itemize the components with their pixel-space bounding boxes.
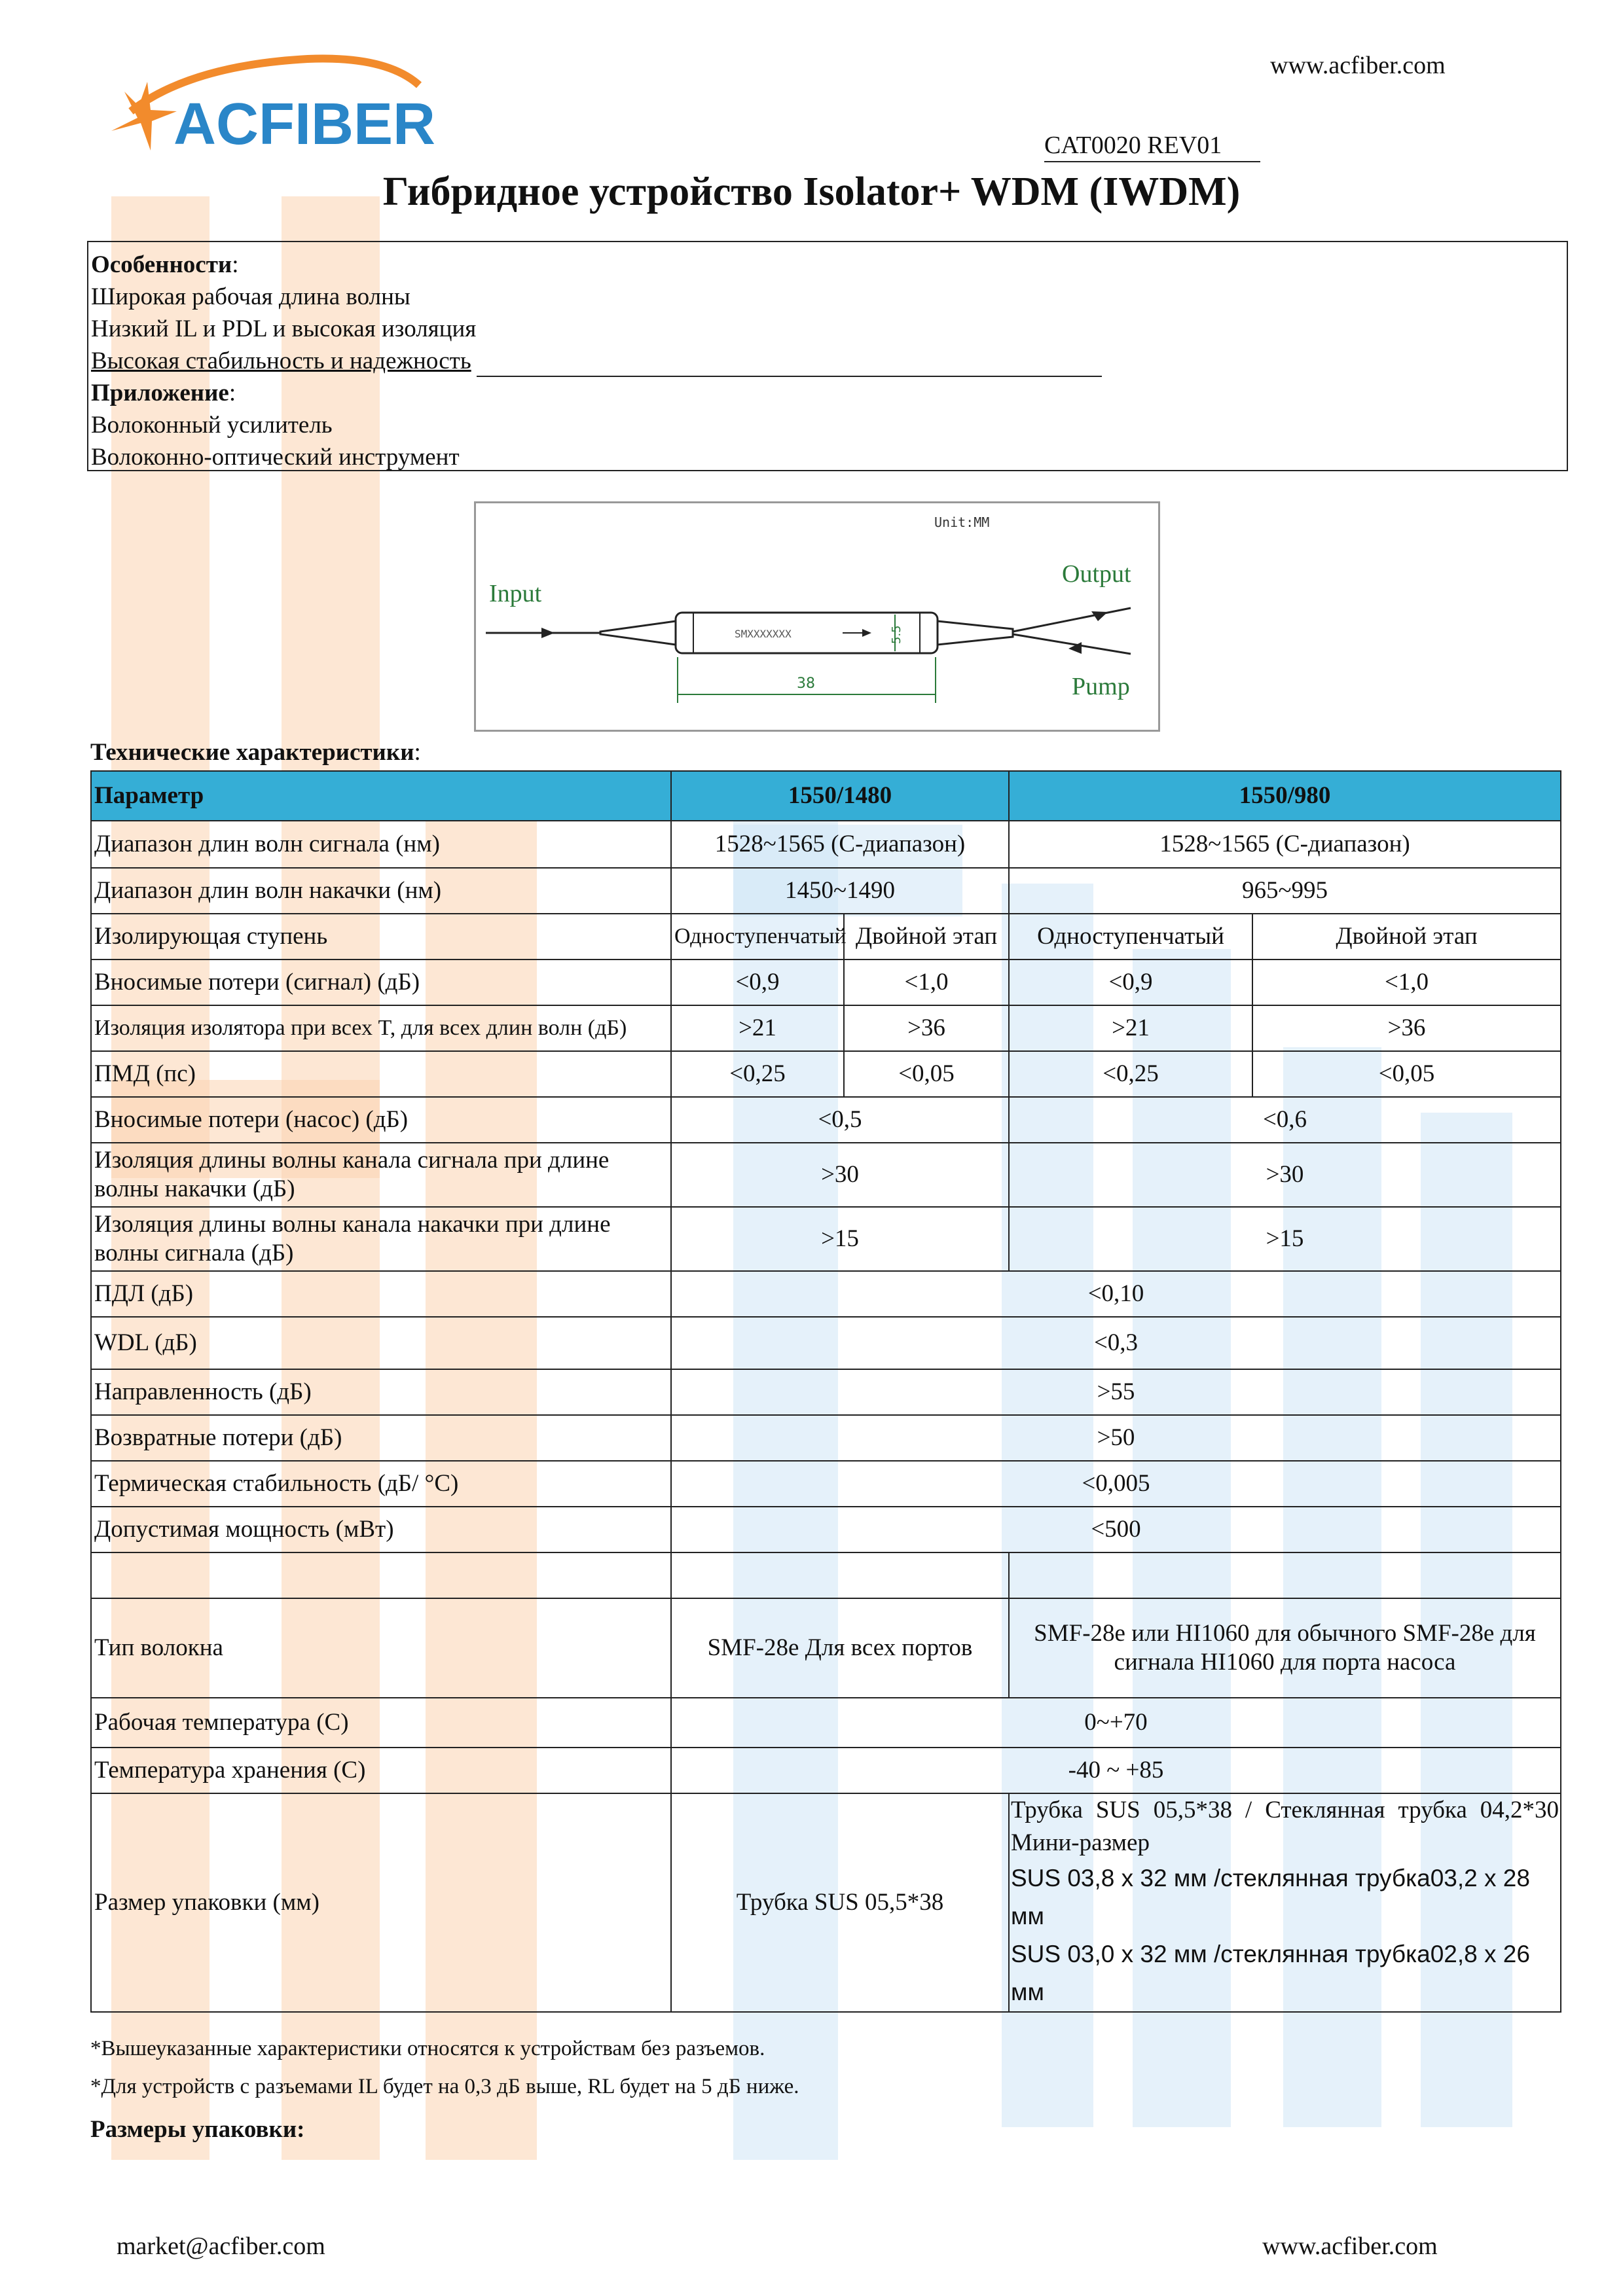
pump-fiber: [1013, 634, 1131, 654]
cell: <500: [671, 1507, 1561, 1552]
table-row: [91, 1748, 1561, 1793]
header-1550-1480: 1550/1480: [671, 771, 1009, 821]
input-boot: [600, 621, 676, 645]
specs-title-text: Технические характеристики: [90, 739, 414, 766]
note-connectorless: *Вышеуказанные характеристики относятся к устройствам без разъемов.: [90, 2037, 765, 2060]
row-label: WDL (дБ): [91, 1317, 671, 1369]
cell: Трубка SUS 05,5*38: [671, 1793, 1009, 2012]
catalog-number: CAT0020 REV01: [1044, 131, 1260, 162]
table-row: [91, 868, 1561, 914]
cell: >55: [671, 1369, 1561, 1415]
table-row: [91, 1369, 1561, 1415]
cell: <0,9: [671, 960, 844, 1005]
cell: <0,3: [671, 1317, 1561, 1369]
table-row: [91, 1793, 1561, 2012]
cell: SMF-28e или HI1060 для обычного SMF-28e для сигнала HI1060 для порта насоса: [1009, 1598, 1561, 1698]
cell: 0~+70: [671, 1698, 1561, 1748]
cell: >21: [671, 1005, 844, 1051]
spec-table: [90, 770, 1561, 2013]
output-boot: [938, 621, 1013, 645]
row-label: Изоляция изолятора при всех T, для всех длин волн (дБ): [91, 1005, 671, 1051]
table-row: [91, 1097, 1561, 1143]
cell: <0,6: [1009, 1097, 1561, 1143]
diagram-output-label: Output: [1062, 560, 1131, 588]
empty-cell: [91, 1552, 671, 1598]
package-line: SUS 03,8 х 32 мм /стеклянная трубка03,2 х 28 мм: [1011, 1865, 1530, 1929]
row-label: Термическая стабильность (дБ/ °C): [91, 1461, 671, 1507]
acfiber-logo: [111, 46, 478, 157]
cell: SMF-28e Для всех портов: [671, 1598, 1009, 1698]
application-item: Волоконный усилитель: [91, 412, 333, 439]
table-header-row: [91, 771, 1561, 821]
cell: <0,5: [671, 1097, 1009, 1143]
package-line: SUS 03,0 х 32 мм /стеклянная трубка02,8 х 26 мм: [1011, 1941, 1530, 2005]
cell: <0,05: [844, 1051, 1009, 1097]
cell: Одноступенчатый: [1009, 914, 1252, 960]
table-row: [91, 1051, 1561, 1097]
table-row: [91, 960, 1561, 1005]
underline-rule: [477, 350, 1102, 377]
cell: <0,05: [1252, 1051, 1561, 1097]
row-label: ПМД (пс): [91, 1051, 671, 1097]
row-label: Вносимые потери (сигнал) (дБ): [91, 960, 671, 1005]
row-label: Диапазон длин волн сигнала (нм): [91, 821, 671, 868]
row-label: Тип волокна: [91, 1598, 671, 1698]
application-item: Волоконно-оптический инструмент: [91, 444, 460, 471]
table-row: [91, 1461, 1561, 1507]
specs-title: [90, 738, 421, 766]
cell: <0,10: [671, 1271, 1561, 1317]
cell: >15: [671, 1207, 1009, 1271]
diagram-pump-label: Pump: [1072, 673, 1130, 700]
row-label: Вносимые потери (насос) (дБ): [91, 1097, 671, 1143]
cell: <1,0: [1252, 960, 1561, 1005]
cell: >15: [1009, 1207, 1561, 1271]
cell: Двойной этап: [844, 914, 1009, 960]
row-label: Изолирующая ступень: [91, 914, 671, 960]
table-row: [91, 914, 1561, 960]
table-row: [91, 1598, 1561, 1698]
input-arrow: [541, 628, 555, 638]
table-row: [91, 1143, 1561, 1207]
table-row: [91, 1005, 1561, 1051]
features-box: [87, 241, 1568, 471]
row-label: ПДЛ (дБ): [91, 1271, 671, 1317]
cell: <0,005: [671, 1461, 1561, 1507]
empty-cell: [671, 1552, 1009, 1598]
specs-title-colon: :: [414, 739, 421, 766]
cell: >36: [1252, 1005, 1561, 1051]
table-row: [91, 1698, 1561, 1748]
application-colon: :: [228, 380, 236, 406]
row-label: Возвратные потери (дБ): [91, 1415, 671, 1461]
table-row: [91, 1507, 1561, 1552]
cell: >36: [844, 1005, 1009, 1051]
application-heading: Приложение: [91, 380, 229, 406]
table-row: [91, 1207, 1561, 1271]
cell: Двойной этап: [1252, 914, 1561, 960]
features-heading: Особенности: [91, 251, 232, 278]
package-cell: [1009, 1793, 1561, 2012]
page-title: Гибридное устройство Isolator+ WDM (IWDM): [382, 170, 1241, 214]
footer-website[interactable]: www.acfiber.com: [1262, 2233, 1438, 2260]
length-label: 38: [797, 675, 815, 692]
cell: 1450~1490: [671, 868, 1009, 914]
cell: 1528~1565 (С-диапазон): [671, 821, 1009, 868]
table-row: [91, 1271, 1561, 1317]
package-dimensions-heading: Размеры упаковки:: [90, 2116, 305, 2143]
cell: >30: [1009, 1143, 1561, 1207]
brand-text: ACFIBER: [173, 92, 435, 157]
tube-marking: SMXXXXXXX: [735, 628, 792, 640]
cell: Одноступенчатый: [671, 914, 844, 960]
row-label: Рабочая температура (C): [91, 1698, 671, 1748]
empty-cell: [1009, 1552, 1561, 1598]
row-label: Направленность (дБ): [91, 1369, 671, 1415]
row-label: Температура хранения (C): [91, 1748, 671, 1793]
cell: <0,25: [671, 1051, 844, 1097]
row-label: Допустимая мощность (мВт): [91, 1507, 671, 1552]
cell: <0,25: [1009, 1051, 1252, 1097]
features-colon: :: [232, 251, 239, 278]
package-line: Трубка SUS 05,5*38 / Стеклянная трубка 04,2*30 Мини-размер: [1011, 1797, 1559, 1856]
feature-item: Широкая рабочая длина волны: [91, 283, 410, 310]
cell: >30: [671, 1143, 1009, 1207]
header-1550-980: 1550/980: [1009, 771, 1561, 821]
diagram-unit: Unit:MM: [934, 514, 990, 530]
feature-item: Низкий IL и PDL и высокая изоляция: [91, 315, 477, 342]
diameter-label: 5.5: [890, 625, 903, 644]
cell: 965~995: [1009, 868, 1561, 914]
row-label: Изоляция длины волны канала сигнала при длине волны накачки (дБ): [91, 1143, 671, 1207]
header-param: Параметр: [91, 771, 671, 821]
cell: >21: [1009, 1005, 1252, 1051]
row-label: Размер упаковки (мм): [91, 1793, 671, 2012]
cell: <0,9: [1009, 960, 1252, 1005]
device-diagram: [474, 501, 1160, 732]
cell: -40 ~ +85: [671, 1748, 1561, 1793]
footer-email[interactable]: market@acfiber.com: [117, 2233, 325, 2260]
output-fiber: [1013, 608, 1131, 632]
table-row-empty: [91, 1552, 1561, 1598]
cell: 1528~1565 (С-диапазон): [1009, 821, 1561, 868]
row-label: Изоляция длины волны канала накачки при длине волны сигнала (дБ): [91, 1207, 671, 1271]
table-row: [91, 1317, 1561, 1369]
feature-item: Высокая стабильность и надежность: [91, 348, 471, 374]
table-row: [91, 1415, 1561, 1461]
header-website[interactable]: www.acfiber.com: [1270, 52, 1446, 79]
diagram-input-label: Input: [489, 580, 542, 607]
row-label: Диапазон длин волн накачки (нм): [91, 868, 671, 914]
note-connectors: *Для устройств с разъемами IL будет на 0,3 дБ выше, RL будет на 5 дБ ниже.: [90, 2075, 799, 2098]
table-row: [91, 821, 1561, 868]
cell: >50: [671, 1415, 1561, 1461]
cell: <1,0: [844, 960, 1009, 1005]
